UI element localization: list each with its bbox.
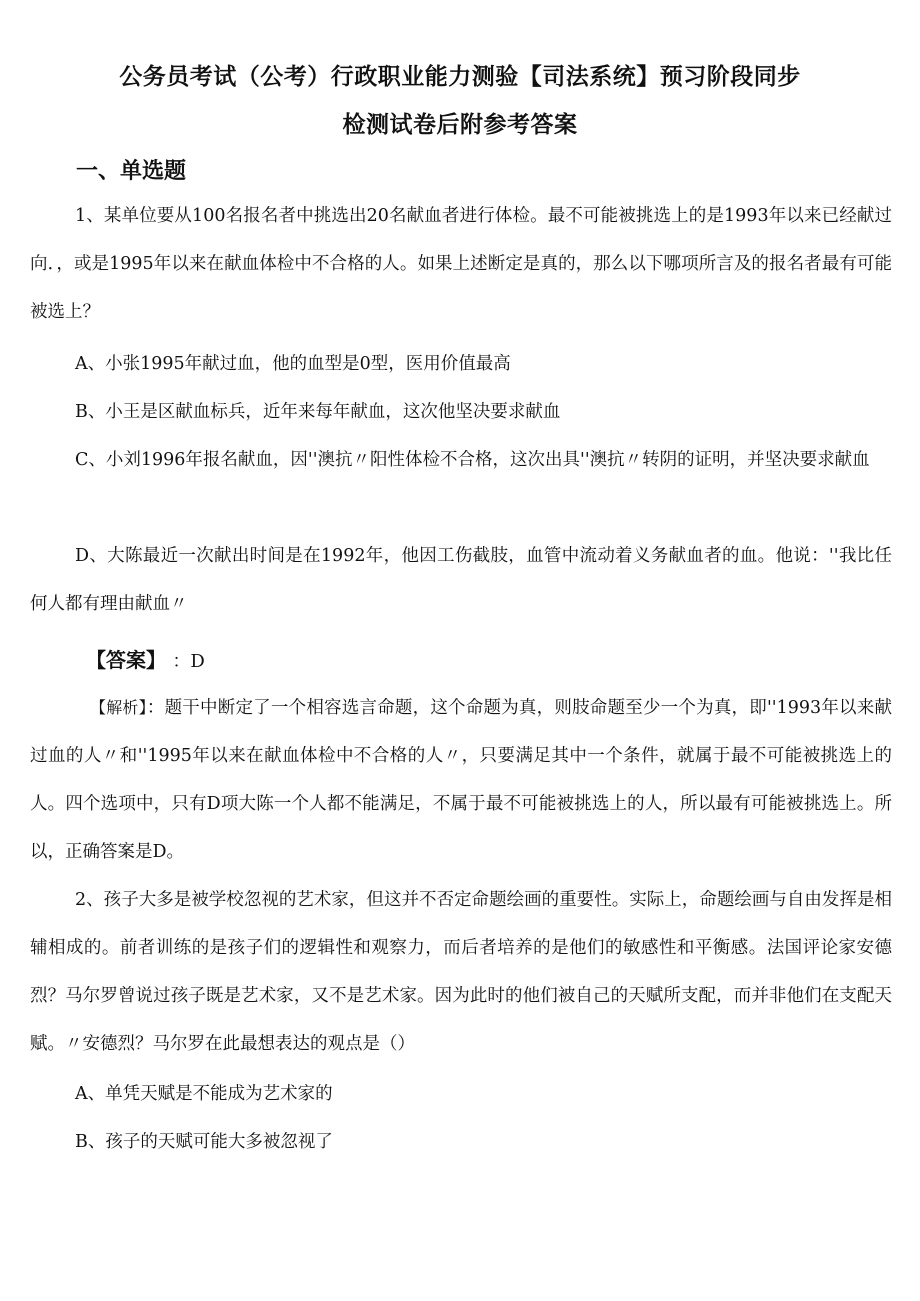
question-1-option-d: D、大陈最近一次献出时间是在1992年，他因工伤截肢，血管中流动着义务献血者的血。他说：''我比任何人都有理由献血〃 [30, 546, 892, 614]
question-1-stem: 1、某单位要从100名报名者中挑选出20名献血者进行体检。最不可能被挑选上的是1993年以来已经献过向．，或是1995年以来在献血体检中不合格的人。如果上述断定是真的，那么以下哪项所言及的报名者最有可能被选上？ [30, 206, 892, 322]
document-title-line-2: 检测试卷后附参考答案 [342, 112, 578, 138]
analysis-text: ：题干中断定了一个相容选言命题，这个命题为真，则肢命题至少一个为真，即''1993年以来献过血的人〃和''1995年以来在献血体检中不合格的人〃，只要满足其中一个条件，就属于最不可能被挑选上的人。四个选项中，只有D项大陈一个人都不能满足，不属于最不可能被挑选上的人，所以最有可能被挑选上。所以，正确答案是D。 [30, 698, 892, 862]
question-1-option-a: A、小张1995年献过血，他的血型是0型，医用价值最高 [75, 354, 511, 374]
document-title-line-1: 公务员考试（公考）行政职业能力测验【司法系统】预习阶段同步 [119, 64, 801, 90]
analysis-label: 【解析】 [90, 698, 147, 717]
question-1-option-c: C、小刘1996年报名献血，因''澳抗〃阳性体检不合格，这次出具''澳抗〃转阴的证明，并坚决要求献血 [75, 450, 870, 470]
section-heading: 一、单选题 [76, 159, 187, 184]
question-1-answer [86, 640, 205, 682]
answer-label: 【答案】 [86, 648, 166, 672]
question-2-option-a: A、单凭天赋是不能成为艺术家的 [75, 1084, 333, 1104]
question-1-option-b: B、小王是区献血标兵，近年来每年献血，这次他坚决要求献血 [75, 402, 561, 422]
question-2-stem: 2、孩子大多是被学校忽视的艺术家，但这并不否定命题绘画的重要性。实际上，命题绘画与自由发挥是相辅相成的。前者训练的是孩子们的逻辑性和观察力，而后者培养的是他们的敏感性和平衡感。法国评论家安德烈？马尔罗曾说过孩子既是艺术家，又不是艺术家。因为此时的他们被自己的天赋所支配，而并非他们在支配天赋。〃安德烈？马尔罗在此最想表达的观点是（） [30, 890, 892, 1054]
answer-value: ：D [172, 651, 205, 672]
question-1-analysis [30, 684, 892, 876]
question-2-option-b: B、孩子的天赋可能大多被忽视了 [75, 1132, 333, 1152]
